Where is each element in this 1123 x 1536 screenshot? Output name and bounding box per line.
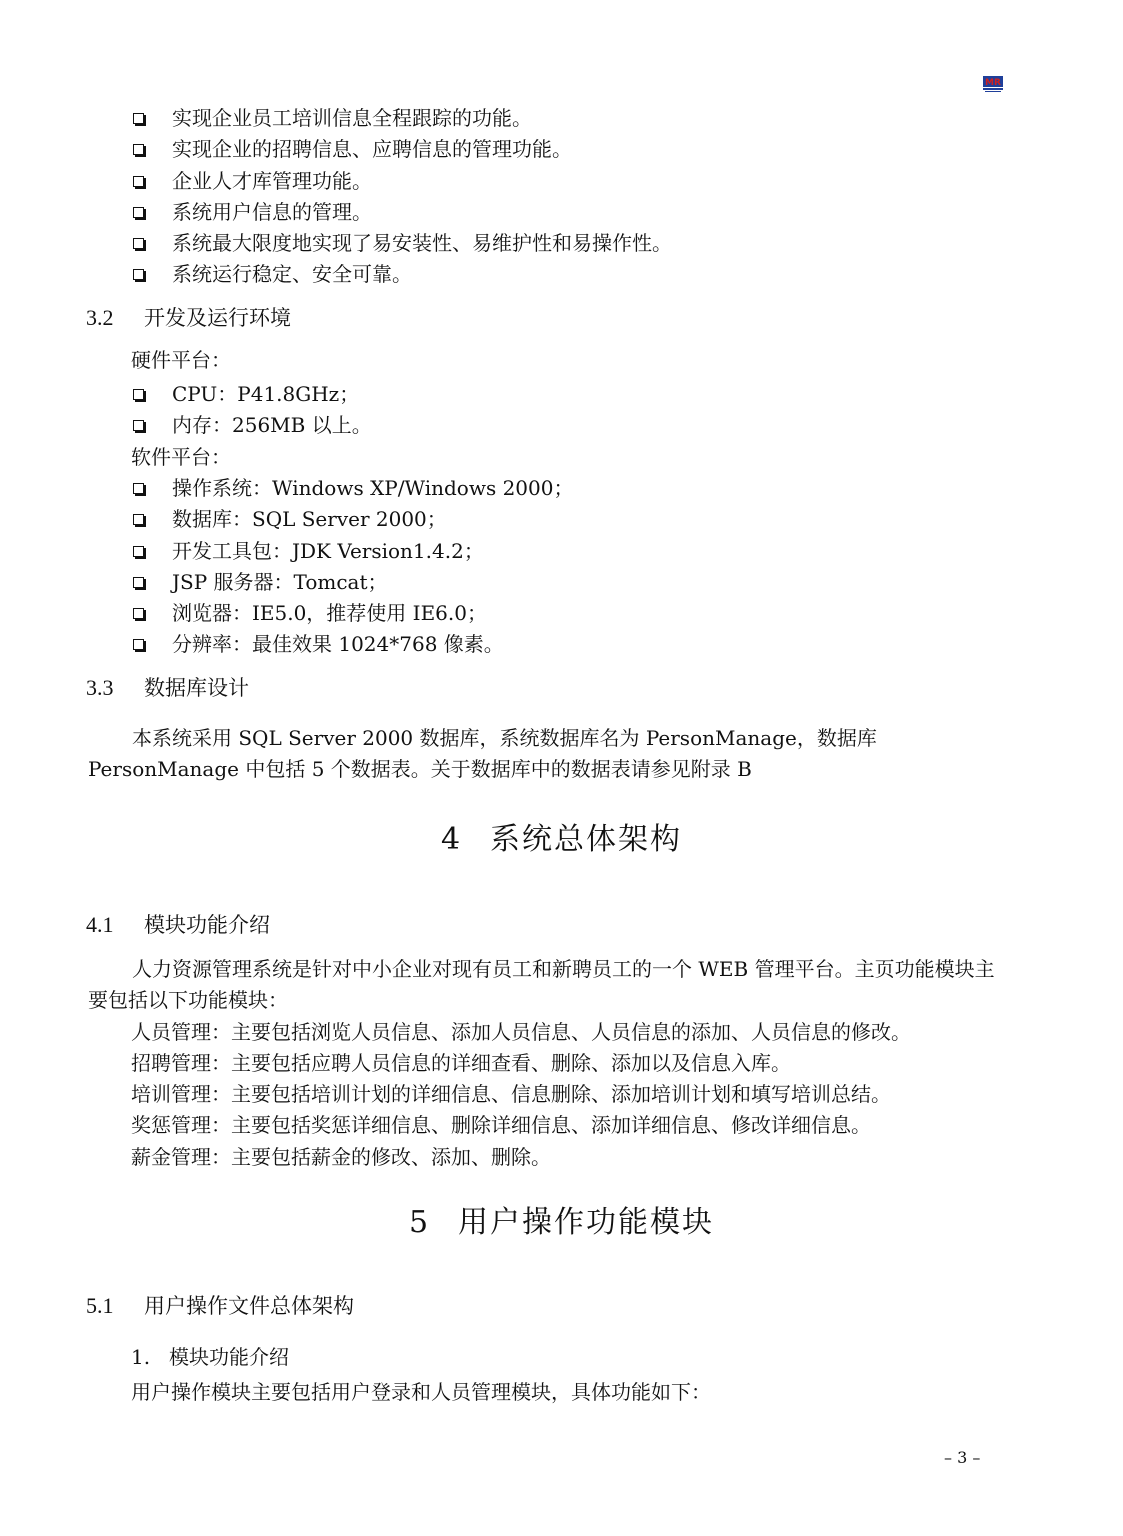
section-heading-3-2: 3.2 开发及运行环境 — [86, 305, 291, 330]
section-heading-3-3: 3.3 数据库设计 — [86, 675, 249, 700]
checkbox-bullet-icon — [133, 577, 144, 588]
paragraph: 人力资源管理系统是针对中小企业对现有员工和新聘员工的一个 WEB 管理平台。主页功能模块主要包括以下功能模块： — [88, 957, 995, 1012]
module-item: 奖惩管理：主要包括奖惩详细信息、删除详细信息、添加详细信息、修改详细信息。 — [131, 1113, 871, 1137]
list-item: 内存：256MB 以上。 — [133, 411, 372, 439]
list-item: 系统运行稳定、安全可靠。 — [133, 260, 412, 288]
checkbox-bullet-icon — [133, 207, 144, 218]
list-item: 企业人才库管理功能。 — [133, 167, 372, 195]
checkbox-bullet-icon — [133, 389, 144, 400]
list-item: 系统用户信息的管理。 — [133, 198, 372, 226]
company-logo — [983, 76, 1003, 93]
module-item: 培训管理：主要包括培训计划的详细信息、信息删除、添加培训计划和填写培训总结。 — [131, 1082, 891, 1106]
checkbox-bullet-icon — [133, 113, 144, 124]
list-item: 分辨率：最佳效果 1024*768 像素。 — [133, 630, 504, 658]
checkbox-bullet-icon — [133, 483, 144, 494]
list-item: 开发工具包：JDK Version1.4.2； — [133, 537, 484, 565]
list-item: 实现企业的招聘信息、应聘信息的管理功能。 — [133, 135, 572, 163]
list-item: CPU：P41.8GHz； — [133, 380, 359, 408]
module-item: 薪金管理：主要包括薪金的修改、添加、删除。 — [131, 1145, 551, 1169]
chapter-heading-4: 4 系统总体架构 — [440, 822, 683, 857]
module-item: 招聘管理：主要包括应聘人员信息的详细查看、删除、添加以及信息入库。 — [131, 1051, 791, 1075]
checkbox-bullet-icon — [133, 144, 144, 155]
list-item: 实现企业员工培训信息全程跟踪的功能。 — [133, 104, 532, 132]
checkbox-bullet-icon — [133, 639, 144, 650]
section-heading-5-1: 5.1 用户操作文件总体架构 — [86, 1293, 354, 1318]
paragraph: 用户操作模块主要包括用户登录和人员管理模块，具体功能如下： — [131, 1380, 711, 1404]
checkbox-bullet-icon — [133, 269, 144, 280]
list-item: 数据库：SQL Server 2000； — [133, 505, 447, 533]
logo-text: MR — [985, 78, 1001, 88]
checkbox-bullet-icon — [133, 608, 144, 619]
list-item: 系统最大限度地实现了易安装性、易维护性和易操作性。 — [133, 229, 672, 257]
checkbox-bullet-icon — [133, 420, 144, 431]
checkbox-bullet-icon — [133, 546, 144, 557]
checkbox-bullet-icon — [133, 176, 144, 187]
checkbox-bullet-icon — [133, 238, 144, 249]
list-item: 浏览器：IE5.0，推荐使用 IE6.0； — [133, 599, 487, 627]
page-number: – 3 – — [944, 1448, 981, 1467]
software-label: 软件平台： — [131, 445, 231, 469]
chapter-heading-5: 5 用户操作功能模块 — [408, 1205, 715, 1240]
list-item: JSP 服务器：Tomcat； — [133, 568, 388, 596]
checkbox-bullet-icon — [133, 514, 144, 525]
section-heading-4-1: 4.1 模块功能介绍 — [86, 912, 270, 937]
list-item: 操作系统：Windows XP/Windows 2000； — [133, 474, 573, 502]
subsection-heading: 1. 模块功能介绍 — [131, 1345, 289, 1369]
hardware-label: 硬件平台： — [131, 348, 231, 372]
module-item: 人员管理：主要包括浏览人员信息、添加人员信息、人员信息的添加、人员信息的修改。 — [131, 1020, 911, 1044]
paragraph: 本系统采用 SQL Server 2000 数据库，系统数据库名为 PersonManage，数据库 PersonManage 中包括 5 个数据表。关于数据库中的数据表请参见附录 B — [88, 726, 877, 781]
